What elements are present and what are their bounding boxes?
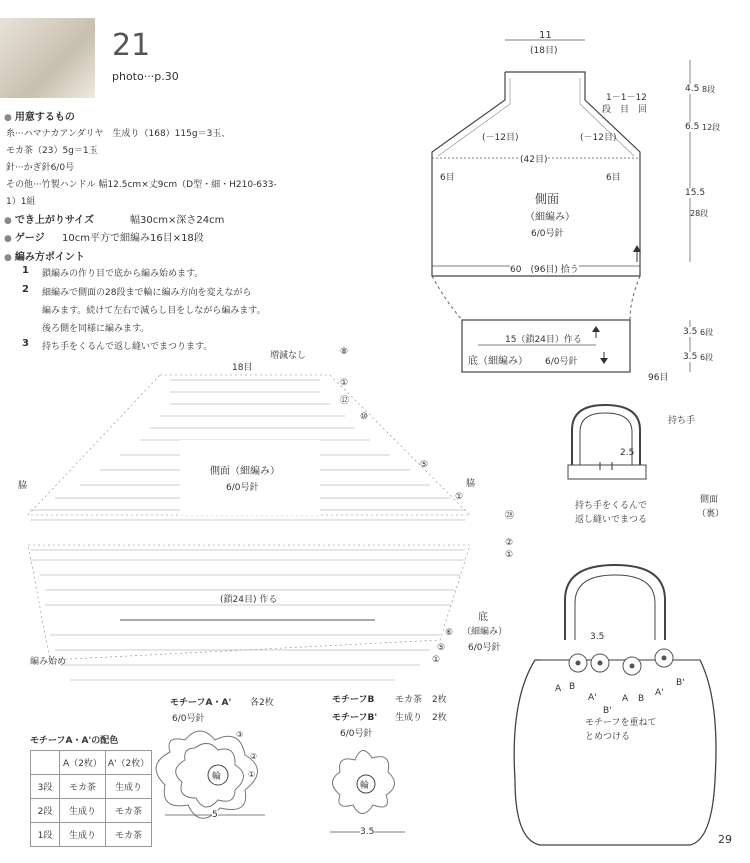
- row-mark: ①: [340, 378, 349, 388]
- motif-letter: A': [655, 688, 664, 698]
- gauge-value: 10cm平方で細編み16目×18段: [62, 233, 204, 244]
- motif-row-mark: ③: [236, 730, 244, 739]
- motif-b-title: モチーフB: [332, 695, 375, 705]
- motif-dim-b: 3.5: [360, 827, 375, 837]
- dim-rows: 6段: [700, 353, 714, 362]
- handle-note: 持ち手をくるんで: [575, 501, 648, 511]
- table-cell: [31, 751, 60, 775]
- point-number: 2: [22, 284, 29, 295]
- schematic-top-stitches: (18目): [530, 46, 558, 56]
- chart-chain-label: (鎖24目) 作る: [220, 595, 278, 605]
- materials-line: 糸···ハマナカアンダリヤ 生成り（168）115g＝3玉、: [6, 129, 231, 139]
- schematic-body-hook: 6/0号針: [531, 229, 564, 239]
- handle-note: 返し縫いでまつる: [575, 515, 648, 525]
- row-mark: ⑫: [340, 396, 350, 406]
- motif-letter: B': [676, 678, 685, 688]
- chart-side-hook: 6/0号針: [226, 483, 259, 493]
- dim-value: 3.5: [683, 352, 698, 362]
- schematic-side-right: 6目: [606, 173, 621, 183]
- table-cell: 3段: [31, 775, 60, 799]
- photo-ref: photo···p.30: [112, 70, 179, 83]
- handle-dim: 2.5: [620, 448, 635, 458]
- schematic-dec-rule-label: 段 目 回: [602, 105, 648, 115]
- size-label: ● でき上がりサイズ: [4, 211, 94, 226]
- schematic-mid-stitches: (42目): [520, 152, 547, 165]
- chart-start-label: 編み始め: [30, 657, 67, 667]
- table-row: [31, 823, 152, 847]
- motif-letter: A: [622, 694, 629, 704]
- size-value: 幅30cm×深さ24cm: [130, 215, 225, 226]
- table-cell: A（2枚）: [60, 751, 106, 775]
- motif-letter: B': [603, 706, 612, 716]
- point-text: 鎖編みの作り目で底から編み始めます。: [42, 269, 204, 279]
- table-cell: モカ茶: [60, 775, 106, 799]
- table-row: [31, 799, 152, 823]
- handle-side-sub: （裏）: [697, 509, 725, 519]
- pattern-number: 21: [112, 28, 151, 63]
- schematic-dec-left: (－12目): [482, 133, 519, 143]
- dim-value: 4.5: [685, 84, 700, 94]
- table-cell: 生成り: [60, 799, 106, 823]
- handle-label: 持ち手: [668, 416, 696, 426]
- materials-line: 針···かぎ針6/0号: [6, 163, 75, 173]
- row-mark: ⑧: [340, 347, 349, 357]
- motif-row-mark: ①: [248, 770, 256, 779]
- chart-stitches: [30, 380, 465, 680]
- motif-dim-a: 5: [212, 810, 218, 820]
- chart-waki-right: 脇: [466, 479, 476, 489]
- motif-letter: B: [638, 694, 645, 704]
- dim-rows: 8段: [702, 85, 716, 94]
- chart-no-change: 増減なし: [270, 351, 307, 361]
- row-mark: ①: [455, 492, 464, 502]
- row-mark: ①: [505, 550, 514, 560]
- motif-ab-hook: 6/0号針: [172, 714, 205, 724]
- row-mark: ②: [505, 538, 514, 548]
- row-mark: ⑤: [437, 643, 446, 653]
- motif-b-count: 2枚: [432, 695, 447, 705]
- row-mark: ⑥: [445, 628, 454, 638]
- schematic-side-left: 6目: [440, 173, 455, 183]
- gauge-label: ● ゲージ: [4, 229, 45, 244]
- schematic-base-label: 底（細編み）: [468, 356, 528, 367]
- schematic-dec-right: (－12目): [580, 133, 617, 143]
- motif-b-ring: 輪: [360, 781, 370, 791]
- dim-rows: 28段: [690, 209, 709, 218]
- chart-waki-left: 脇: [18, 481, 28, 491]
- bag-note: とめつける: [585, 732, 631, 742]
- motif-b-hook: 6/0号針: [340, 729, 373, 739]
- motif-letter: B: [569, 682, 576, 692]
- page-number: 29: [718, 833, 732, 846]
- table-cell: 生成り: [60, 823, 106, 847]
- motif-a-ring: 輪: [212, 772, 222, 782]
- row-mark: ⑤: [420, 460, 429, 470]
- dim-value: 6.5: [685, 122, 700, 132]
- materials-line: モカ茶（23）5g＝1玉: [6, 146, 98, 156]
- point-text: 持ち手をくるんで返し縫いでまつります。: [42, 342, 213, 352]
- motif-b-color: モカ茶: [395, 695, 423, 705]
- motif-ab-count: 各2枚: [250, 698, 274, 708]
- dim-value: 15.5: [685, 188, 706, 198]
- chart-grid: [28, 375, 470, 660]
- dim-rows: 12段: [702, 123, 721, 132]
- schematic-base-hook: 6/0号針: [545, 357, 578, 367]
- point-text: 編みます。続けて左右で減らし目をしながら編みます。: [42, 306, 266, 316]
- chart-base-label: 底: [478, 612, 488, 623]
- schematic-body-sub: （細編み）: [525, 212, 575, 223]
- bag-dim: 3.5: [590, 632, 605, 642]
- table-row: [31, 775, 152, 799]
- motif-letter: A: [555, 684, 562, 694]
- table-cell: 生成り: [106, 775, 152, 799]
- motif-bp-count: 2枚: [432, 713, 447, 723]
- point-text: 後ろ側を同様に編みます。: [42, 324, 150, 334]
- motif-row-mark: ②: [250, 752, 258, 761]
- row-mark: ⑩: [360, 412, 369, 422]
- motif-ab-title: モチーフA・A': [170, 698, 232, 708]
- motif-letter: A': [588, 693, 597, 703]
- schematic-top-width: 11: [539, 30, 552, 41]
- schematic-bottom-line: 60 (96目) 拾う: [510, 262, 579, 275]
- dim-rows: 6段: [700, 328, 714, 337]
- bag-note: モチーフを重ねて: [585, 718, 657, 728]
- schematic-base-chain: 15（鎖24目）作る: [505, 335, 582, 345]
- schematic-dec-rule: 1－1－12: [606, 93, 647, 103]
- chart-base-sub: （細編み）: [462, 627, 508, 637]
- materials-title: ● 用意するもの: [4, 108, 75, 123]
- schematic-body-label: 側面: [535, 192, 560, 206]
- point-number: 1: [22, 265, 29, 276]
- chart-base-hook: 6/0号針: [468, 643, 501, 653]
- materials-line: その他···竹製ハンドル 幅12.5cm×丈9cm（D型・細・H210-633-: [6, 180, 277, 190]
- table-cell: モカ茶: [106, 823, 152, 847]
- color-table-title: モチーフA・A'の配色: [30, 736, 119, 746]
- chart-top-width: 18目: [232, 363, 253, 373]
- row-mark: ①: [432, 655, 441, 665]
- motif-a-diagram: [156, 731, 257, 818]
- schematic-base-count: 96目: [648, 373, 669, 383]
- table-cell: 2段: [31, 799, 60, 823]
- row-mark: ㉘: [505, 511, 515, 521]
- handle-side-label: 側面: [700, 495, 719, 505]
- table-row: [31, 751, 152, 775]
- motif-bp-title: モチーフB': [332, 713, 378, 723]
- point-number: 3: [22, 338, 29, 349]
- table-cell: モカ茶: [106, 799, 152, 823]
- chart-side-label: 側面（細編み）: [210, 466, 280, 477]
- points-title: ● 編み方ポイント: [4, 248, 85, 263]
- motif-bp-color: 生成り: [395, 713, 423, 723]
- materials-line: 1）1組: [6, 197, 36, 207]
- table-cell: 1段: [31, 823, 60, 847]
- color-table: [30, 750, 152, 847]
- dim-value: 3.5: [683, 327, 698, 337]
- point-text: 細編みで側面の28段まで輪に編み方向を変えながら: [42, 288, 252, 298]
- table-cell: A'（2枚）: [106, 751, 152, 775]
